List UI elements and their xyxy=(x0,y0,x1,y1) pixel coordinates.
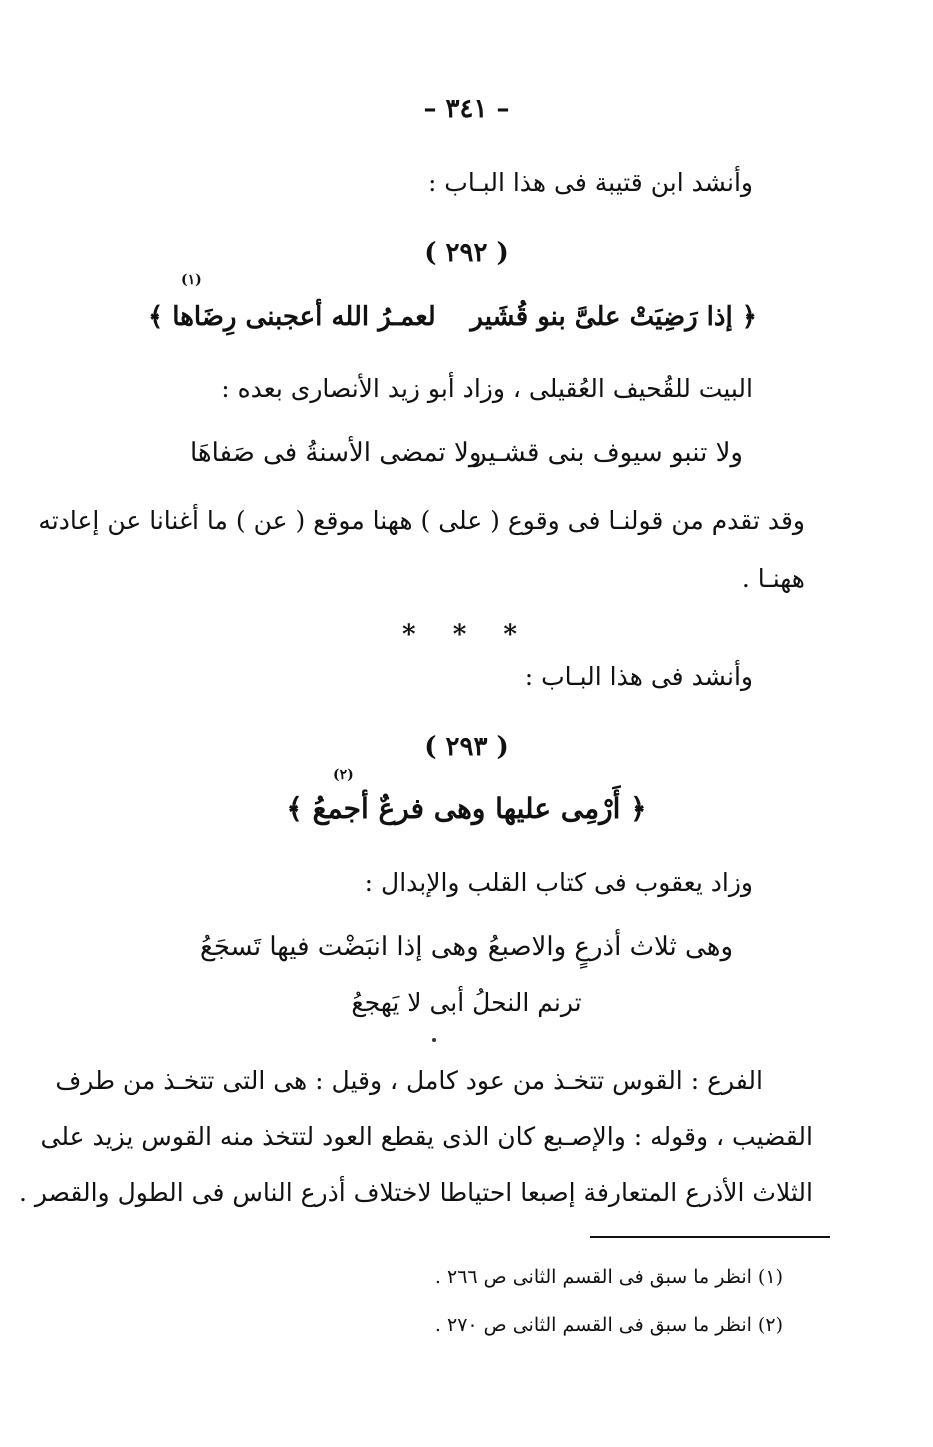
footnote-separator xyxy=(590,1236,830,1238)
footnote-mark-2: (٢) xyxy=(333,767,354,783)
intro-line-2: وأنشد فى هذا البـاب : xyxy=(524,662,753,691)
ink-dot xyxy=(432,1038,436,1042)
footnote-2: (٢) انظر ما سبق فى القسم الثانى ص ٢٧٠ . xyxy=(434,1314,783,1336)
verse-292b-second-hemistich: ولا تمضى الأسنةُ فى صَفاهَا xyxy=(190,438,482,468)
footnote-mark-1: (١) xyxy=(181,272,202,288)
paragraph-2-line-3: الثلاث الأذرع المتعارفة إصبعا احتياطا لاختلاف أذرع الناس فى الطول والقصر . xyxy=(18,1178,813,1207)
poem-number-293: ( ٢٩٣ ) xyxy=(424,732,509,762)
page-number: – ٣٤١ – xyxy=(423,94,510,124)
verse-293b-second-hemistich: وهى إذا انبَضْت فيها تَسجَعُ xyxy=(200,932,479,962)
paragraph-1-line-1: وقد تقدم من قولنـا فى وقوع ( على ) ههنا موقع ( عن ) ما أغنانا عن إعادته xyxy=(38,506,805,535)
verse-292-second-hemistich: لعمـرُ الله أعجبنى رِضَاها ﴾ xyxy=(148,302,436,332)
section-separator: * * * xyxy=(402,620,531,650)
paragraph-2-line-1: الفرع : القوس تتخـذ من عود كامل ، وقيل : هى التى تتخـذ من طرف xyxy=(55,1066,763,1095)
comment-293: وزاد يعقوب فى كتاب القلب والإبدال : xyxy=(364,868,753,897)
paragraph-2-line-2: القضيب ، وقوله : والإصـبع كان الذى يقطع العود لتتخذ منه القوس يزيد على xyxy=(40,1122,813,1151)
verse-293b-first-hemistich: وهى ثلاث أذرعٍ والاصبعُ xyxy=(487,932,733,962)
paragraph-1-line-2: ههنـا . xyxy=(741,564,805,593)
verse-292-first-hemistich: ﴿ إذا رَضِيَتْ علىَّ بنو قُشَير xyxy=(470,302,757,332)
footnote-1: (١) انظر ما سبق فى القسم الثانى ص ٢٦٦ . xyxy=(434,1266,783,1288)
verse-293: ﴿ أَرْمِى عليها وهى فرعٌ أجمعُ ﴾ xyxy=(286,792,647,825)
verse-292b-first-hemistich: ولا تنبو سيوف بنى قشـير xyxy=(473,438,743,468)
poem-number-292: ( ٢٩٢ ) xyxy=(424,238,509,268)
comment-292: البيت للقُحيف العُقيلى ، وزاد أبو زيد الأنصارى بعده : xyxy=(221,374,753,403)
intro-line-1: وأنشد ابن قتيبة فى هذا البـاب : xyxy=(427,168,753,197)
verse-293c: ترنم النحلُ أبى لا يَهجعُ xyxy=(351,988,582,1017)
